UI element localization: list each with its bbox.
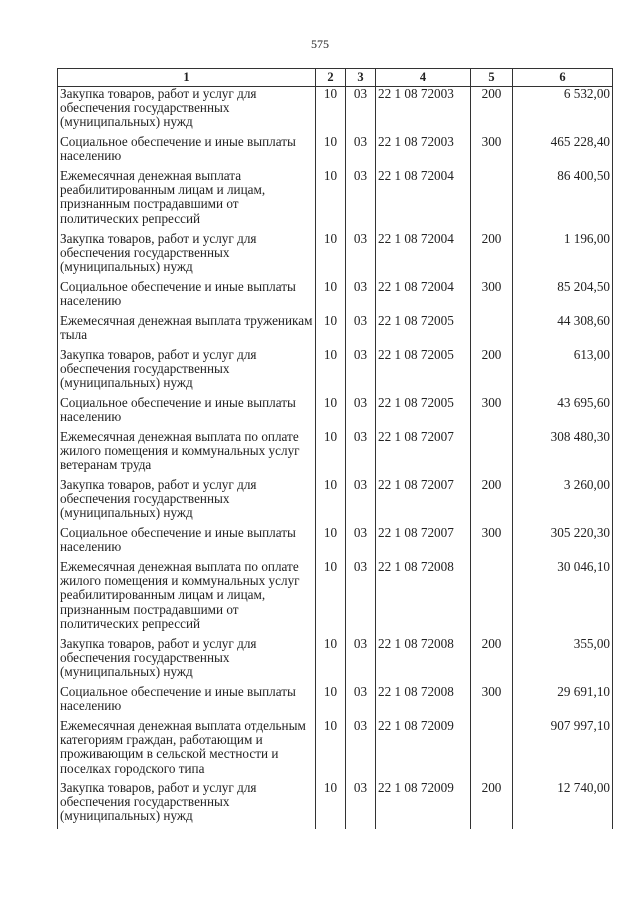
cell-target-code: 22 1 08 72004: [376, 232, 471, 280]
cell-name: Ежемесячная денежная выплата по оплате жилого помещения и коммунальных услуг реабилитированным лицам и лицам, признанным пострадавшими от политических репрессий: [58, 560, 316, 637]
cell-section: 10: [316, 781, 346, 829]
cell-section: 10: [316, 685, 346, 719]
header-col-5: 5: [471, 69, 513, 87]
cell-amount: 3 260,00: [513, 478, 613, 526]
cell-target-code: 22 1 08 72003: [376, 135, 471, 169]
cell-subsection: 03: [346, 232, 376, 280]
cell-expense-type: 200: [471, 87, 513, 136]
cell-expense-type: 300: [471, 396, 513, 430]
cell-section: 10: [316, 430, 346, 478]
header-col-2: 2: [316, 69, 346, 87]
cell-subsection: 03: [346, 280, 376, 314]
cell-amount: 1 196,00: [513, 232, 613, 280]
cell-name: Закупка товаров, работ и услуг для обеспечения государственных (муниципальных) нужд: [58, 87, 316, 136]
cell-expense-type: 300: [471, 526, 513, 560]
cell-amount: 29 691,10: [513, 685, 613, 719]
cell-target-code: 22 1 08 72005: [376, 348, 471, 396]
cell-target-code: 22 1 08 72008: [376, 560, 471, 637]
cell-subsection: 03: [346, 430, 376, 478]
cell-name: Закупка товаров, работ и услуг для обеспечения государственных (муниципальных) нужд: [58, 348, 316, 396]
cell-section: 10: [316, 348, 346, 396]
table-row: [58, 232, 613, 280]
cell-target-code: 22 1 08 72009: [376, 719, 471, 781]
cell-expense-type: [471, 314, 513, 348]
cell-expense-type: [471, 169, 513, 232]
table-row: [58, 781, 613, 829]
cell-expense-type: 200: [471, 781, 513, 829]
cell-amount: 30 046,10: [513, 560, 613, 637]
cell-section: 10: [316, 560, 346, 637]
page-number: 575: [311, 37, 329, 51]
cell-section: 10: [316, 280, 346, 314]
cell-section: 10: [316, 314, 346, 348]
cell-expense-type: 300: [471, 280, 513, 314]
cell-name: Социальное обеспечение и иные выплаты населению: [58, 135, 316, 169]
header-row: [58, 69, 613, 87]
cell-target-code: 22 1 08 72007: [376, 478, 471, 526]
table-row: [58, 314, 613, 348]
cell-amount: 44 308,60: [513, 314, 613, 348]
cell-target-code: 22 1 08 72003: [376, 87, 471, 136]
cell-name: Закупка товаров, работ и услуг для обеспечения государственных (муниципальных) нужд: [58, 637, 316, 685]
cell-expense-type: 200: [471, 348, 513, 396]
cell-name: Закупка товаров, работ и услуг для обеспечения государственных (муниципальных) нужд: [58, 478, 316, 526]
cell-amount: 907 997,10: [513, 719, 613, 781]
cell-subsection: 03: [346, 87, 376, 136]
cell-amount: 305 220,30: [513, 526, 613, 560]
cell-amount: 12 740,00: [513, 781, 613, 829]
cell-target-code: 22 1 08 72005: [376, 314, 471, 348]
cell-expense-type: 200: [471, 232, 513, 280]
cell-subsection: 03: [346, 396, 376, 430]
cell-section: 10: [316, 87, 346, 136]
cell-name: Социальное обеспечение и иные выплаты населению: [58, 396, 316, 430]
table-row: [58, 135, 613, 169]
cell-name: Социальное обеспечение и иные выплаты населению: [58, 685, 316, 719]
cell-amount: 355,00: [513, 637, 613, 685]
cell-section: 10: [316, 135, 346, 169]
cell-expense-type: 300: [471, 685, 513, 719]
table-row: [58, 526, 613, 560]
cell-target-code: 22 1 08 72004: [376, 169, 471, 232]
cell-name: Ежемесячная денежная выплата труженикам тыла: [58, 314, 316, 348]
table-body: [58, 87, 613, 830]
cell-section: 10: [316, 526, 346, 560]
header-col-1: 1: [58, 69, 316, 87]
cell-subsection: 03: [346, 526, 376, 560]
cell-subsection: 03: [346, 781, 376, 829]
cell-amount: 308 480,30: [513, 430, 613, 478]
table-row: [58, 560, 613, 637]
table-row: [58, 637, 613, 685]
cell-amount: 85 204,50: [513, 280, 613, 314]
cell-amount: 43 695,60: [513, 396, 613, 430]
cell-section: 10: [316, 232, 346, 280]
cell-amount: 613,00: [513, 348, 613, 396]
cell-expense-type: 200: [471, 478, 513, 526]
cell-expense-type: [471, 719, 513, 781]
cell-name: Социальное обеспечение и иные выплаты населению: [58, 526, 316, 560]
cell-subsection: 03: [346, 685, 376, 719]
table-row: [58, 87, 613, 136]
table-row: [58, 169, 613, 232]
cell-subsection: 03: [346, 478, 376, 526]
table-row: [58, 348, 613, 396]
cell-amount: 6 532,00: [513, 87, 613, 136]
cell-amount: 86 400,50: [513, 169, 613, 232]
cell-name: Закупка товаров, работ и услуг для обеспечения государственных (муниципальных) нужд: [58, 232, 316, 280]
cell-target-code: 22 1 08 72007: [376, 526, 471, 560]
table-row: [58, 430, 613, 478]
cell-section: 10: [316, 637, 346, 685]
cell-section: 10: [316, 719, 346, 781]
cell-target-code: 22 1 08 72009: [376, 781, 471, 829]
table-row: [58, 478, 613, 526]
cell-expense-type: [471, 560, 513, 637]
cell-amount: 465 228,40: [513, 135, 613, 169]
cell-subsection: 03: [346, 560, 376, 637]
cell-subsection: 03: [346, 348, 376, 396]
cell-name: Ежемесячная денежная выплата отдельным категориям граждан, работающим и проживающим в сельской местности и поселках городского типа: [58, 719, 316, 781]
cell-target-code: 22 1 08 72008: [376, 685, 471, 719]
cell-target-code: 22 1 08 72008: [376, 637, 471, 685]
cell-name: Социальное обеспечение и иные выплаты населению: [58, 280, 316, 314]
cell-name: Закупка товаров, работ и услуг для обеспечения государственных (муниципальных) нужд: [58, 781, 316, 829]
cell-expense-type: 200: [471, 637, 513, 685]
budget-table: [57, 68, 613, 829]
cell-subsection: 03: [346, 169, 376, 232]
table-row: [58, 685, 613, 719]
cell-subsection: 03: [346, 135, 376, 169]
table-row: [58, 719, 613, 781]
cell-expense-type: [471, 430, 513, 478]
cell-expense-type: 300: [471, 135, 513, 169]
cell-target-code: 22 1 08 72004: [376, 280, 471, 314]
table-row: [58, 280, 613, 314]
cell-subsection: 03: [346, 314, 376, 348]
header-col-6: 6: [513, 69, 613, 87]
table-row: [58, 396, 613, 430]
cell-name: Ежемесячная денежная выплата реабилитированным лицам и лицам, признанным пострадавшими от политических репрессий: [58, 169, 316, 232]
cell-section: 10: [316, 169, 346, 232]
cell-section: 10: [316, 396, 346, 430]
cell-target-code: 22 1 08 72005: [376, 396, 471, 430]
header-col-4: 4: [376, 69, 471, 87]
cell-section: 10: [316, 478, 346, 526]
header-col-3: 3: [346, 69, 376, 87]
cell-subsection: 03: [346, 637, 376, 685]
cell-target-code: 22 1 08 72007: [376, 430, 471, 478]
cell-name: Ежемесячная денежная выплата по оплате жилого помещения и коммунальных услуг ветеранам труда: [58, 430, 316, 478]
cell-subsection: 03: [346, 719, 376, 781]
